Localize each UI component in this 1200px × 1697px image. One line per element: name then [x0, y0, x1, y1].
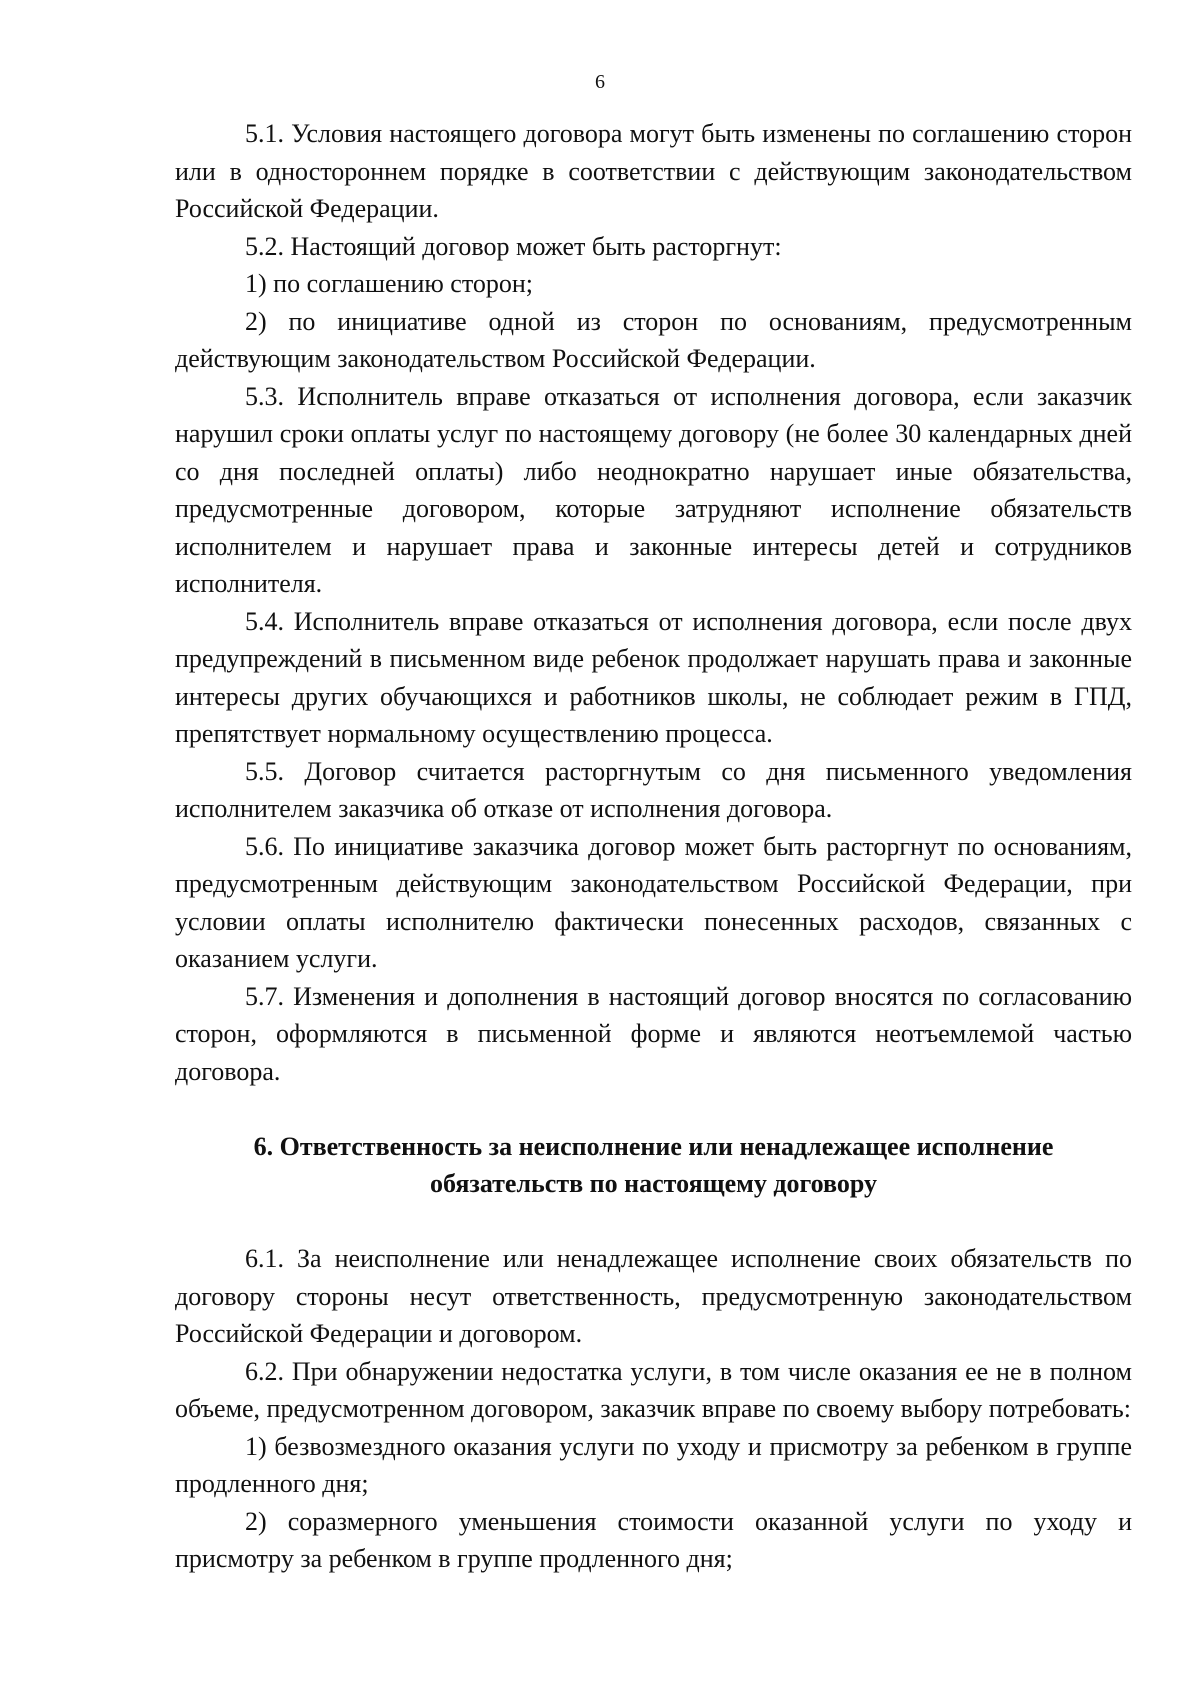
document-body [175, 115, 1132, 1578]
list-item-5-2-1: 1) по соглашению сторон; [245, 269, 533, 298]
paragraph-5-2: 5.2. Настоящий договор может быть расторгнут: [245, 231, 782, 261]
page-number: 6 [595, 71, 605, 93]
section-6-heading: 6. Ответственность за неисполнение или ненадлежащее исполнение обязательств по настоящему договору [253, 1132, 1054, 1198]
list-item-6-2-2: 2) соразмерного уменьшения стоимости оказанной услуги по уходу и присмотру за ребенком в группе продленного дня; [175, 1506, 1132, 1573]
paragraph-5-1: 5.1. Условия настоящего договора могут быть изменены по соглашению сторон или в одностороннем порядке в соответствии с действующим законодательством Российской Федерации. [175, 119, 1132, 223]
section-spacer [175, 1090, 1132, 1128]
list-item-6-2-1: 1) безвозмездного оказания услуги по уходу и присмотру за ребенком в группе продленного дня; [175, 1431, 1132, 1498]
paragraph-5-3: 5.3. Исполнитель вправе отказаться от исполнения договора, если заказчик нарушил сроки оплаты услуг по настоящему договору (не более 30 календарных дней со дня последней оплаты) либо неоднократно нарушает иные обязательства, предусмотренные договором, которые затрудняют исполнение обязательств исполнителем и нарушает права и законные интересы детей и сотрудников исполнителя. [175, 381, 1132, 598]
paragraph-5-7: 5.7. Изменения и дополнения в настоящий договор вносятся по согласованию сторон, оформляются в письменной форме и являются неотъемлемой частью договора. [175, 981, 1132, 1086]
paragraph-6-1: 6.1. За неисполнение или ненадлежащее исполнение своих обязательств по договору стороны несут ответственность, предусмотренную законодательством Российской Федерации и договором. [175, 1244, 1132, 1348]
paragraph-5-4: 5.4. Исполнитель вправе отказаться от исполнения договора, если после двух предупреждений в письменном виде ребенок продолжает нарушать права и законные интересы других обучающихся и работников школы, не соблюдает режим в ГПД, препятствует нормальному осуществлению процесса. [175, 606, 1132, 748]
paragraph-5-6: 5.6. По инициативе заказчика договор может быть расторгнут по основаниям, предусмотренным действующим законодательством Российской Федерации, при условии оплаты исполнителю фактически понесенных расходов, связанных с оказанием услуги. [175, 831, 1132, 973]
list-item-5-2-2: 2) по инициативе одной из сторон по основаниям, предусмотренным действующим законодательством Российской Федерации. [175, 306, 1132, 373]
section-spacer [175, 1202, 1132, 1240]
paragraph-6-2: 6.2. При обнаружении недостатка услуги, в том числе оказания ее не в полном объеме, предусмотренном договором, заказчик вправе по своему выбору потребовать: [175, 1356, 1132, 1423]
paragraph-5-5: 5.5. Договор считается расторгнутым со дня письменного уведомления исполнителем заказчика об отказе от исполнения договора. [175, 756, 1132, 823]
